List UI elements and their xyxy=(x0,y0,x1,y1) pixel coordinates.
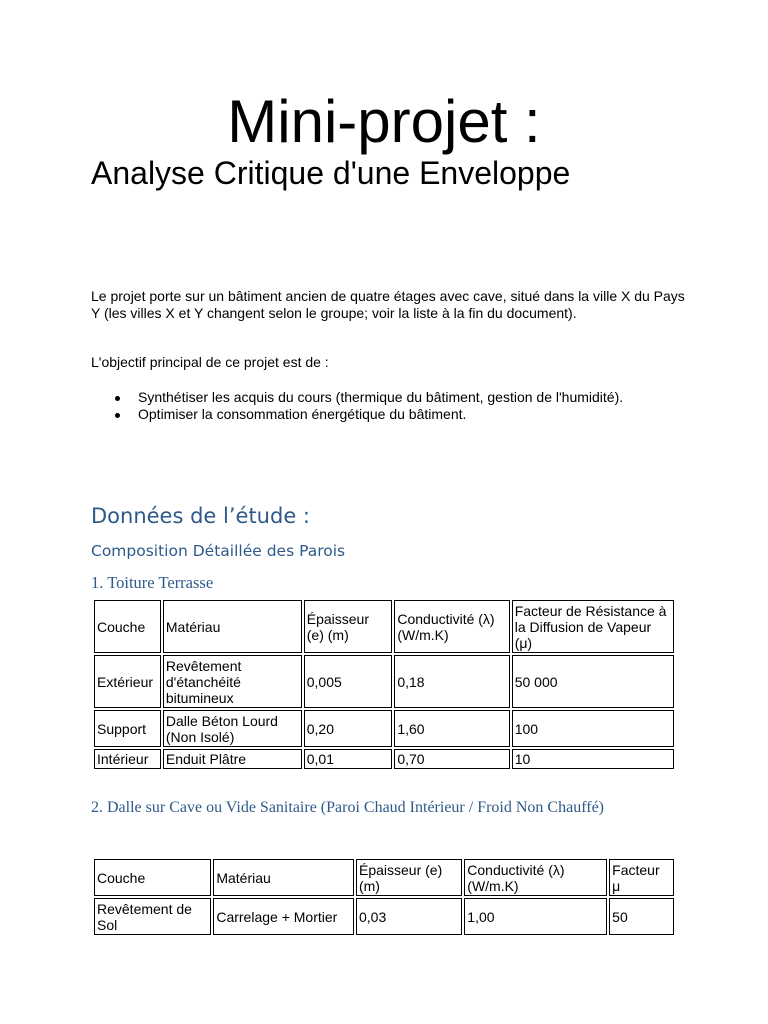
table-row xyxy=(94,749,674,769)
header-cell: Matériau xyxy=(163,600,302,653)
objective-item: Synthétiser les acquis du cours (thermique du bâtiment, gestion de l'humidité). xyxy=(91,389,711,406)
intro-paragraph: Le projet porte sur un bâtiment ancien de quatre étages avec cave, situé dans la ville X du Pays Y (les villes X et Y changent selon le groupe; voir la liste à la fin du document). xyxy=(91,288,685,321)
table-row xyxy=(94,898,674,935)
header-cell: Épaisseur (e) (m) xyxy=(356,859,462,896)
header-cell: Conductivité (λ) (W/m.K) xyxy=(394,600,509,653)
header-cell: Conductivité (λ) (W/m.K) xyxy=(464,859,607,896)
table1-heading: 1. Toiture Terrasse xyxy=(91,573,214,592)
header-cell: Facteur μ xyxy=(609,859,674,896)
document-title: Mini-projet : xyxy=(227,88,541,155)
table-cell: 0,03 xyxy=(356,898,462,935)
table-cell: 50 xyxy=(609,898,674,935)
subsection-heading: Composition Détaillée des Parois xyxy=(91,542,346,560)
table-cell: Extérieur xyxy=(94,655,161,708)
table-cell: Intérieur xyxy=(94,749,161,769)
table-cell: 0,70 xyxy=(394,749,509,769)
table-cell: Dalle Béton Lourd (Non Isolé) xyxy=(163,710,302,747)
table-cell: 10 xyxy=(512,749,674,769)
table-cell: Support xyxy=(94,710,161,747)
table-cell: Enduit Plâtre xyxy=(163,749,302,769)
header-cell: Couche xyxy=(94,859,211,896)
table-cell: Revêtement de Sol xyxy=(94,898,211,935)
table-dalle-cave xyxy=(92,857,676,937)
section-heading: Données de l’étude : xyxy=(91,504,310,528)
table-row xyxy=(94,655,674,708)
table-row xyxy=(94,710,674,747)
table-cell: 1,60 xyxy=(394,710,509,747)
table-header-row xyxy=(94,859,674,896)
table-cell: 100 xyxy=(512,710,674,747)
table-cell: 50 000 xyxy=(512,655,674,708)
table-cell: 1,00 xyxy=(464,898,607,935)
table-cell: 0,01 xyxy=(304,749,393,769)
objective-intro: L'objectif principal de ce projet est de : xyxy=(91,354,329,370)
table-toiture-terrasse xyxy=(92,598,676,771)
table-cell: 0,005 xyxy=(304,655,393,708)
table-cell: 0,18 xyxy=(394,655,509,708)
table2-heading: 2. Dalle sur Cave ou Vide Sanitaire (Paroi Chaud Intérieur / Froid Non Chauffé) xyxy=(91,799,604,816)
table-cell: Carrelage + Mortier xyxy=(213,898,354,935)
header-cell: Couche xyxy=(94,600,161,653)
table-cell: Revêtement d'étanchéité bitumineux xyxy=(163,655,302,708)
document-subtitle: Analyse Critique d'une Enveloppe xyxy=(91,155,571,191)
table-cell: 0,20 xyxy=(304,710,393,747)
header-cell: Facteur de Résistance à la Diffusion de Vapeur (μ) xyxy=(512,600,674,653)
table-header-row xyxy=(94,600,674,653)
header-cell: Matériau xyxy=(213,859,354,896)
objective-item: Optimiser la consommation énergétique du bâtiment. xyxy=(91,406,711,423)
objectives-list xyxy=(91,389,711,423)
header-cell: Épaisseur (e) (m) xyxy=(304,600,393,653)
